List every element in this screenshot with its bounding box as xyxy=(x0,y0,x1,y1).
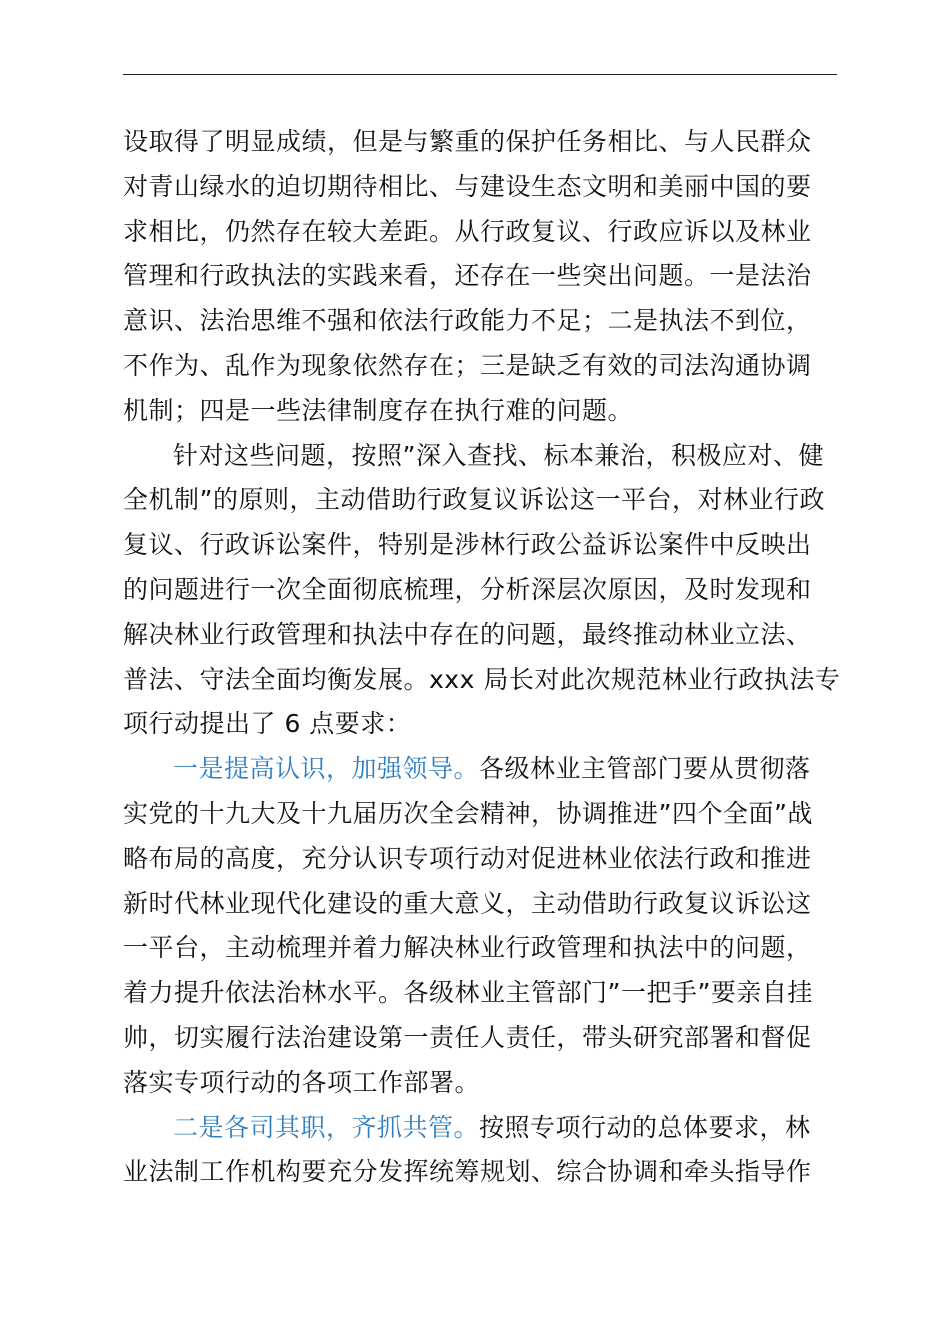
text-line xyxy=(123,1106,837,1151)
text-line xyxy=(123,747,837,792)
text-line: 解决林业行政管理和执法中存在的问题，最终推动林业立法、 xyxy=(123,619,812,649)
text-line: 项行动提出了 6 点要求： xyxy=(123,709,412,739)
text-line: 实党的十九大及十九届历次全会精神，协调推进”四个全面”战 xyxy=(123,798,813,828)
text-line: 落实专项行动的各项工作部署。 xyxy=(123,1067,481,1097)
paragraph-4 xyxy=(123,1106,837,1196)
text-line: 针对这些问题，按照”深入查找、标本兼治，积极应对、健 xyxy=(173,440,824,470)
section-heading: 二是各司其职，齐抓共管。 xyxy=(173,1112,480,1142)
paragraph-2 xyxy=(123,434,841,748)
section-heading: 一是提高认识，加强领导。 xyxy=(173,754,480,784)
text-line: 管理和行政执法的实践来看，还存在一些突出问题。一是法治 xyxy=(123,261,812,291)
text-line: 普法、守法全面均衡发展。xxx 局长对此次规范林业行政执法专 xyxy=(123,664,841,694)
text-line: 帅，切实履行法治建设第一责任人责任，带头研究部署和督促 xyxy=(123,1022,812,1052)
text-line: 复议、行政诉讼案件，特别是涉林行政公益诉讼案件中反映出 xyxy=(123,530,812,560)
text-line: 设取得了明显成绩，但是与繁重的保护任务相比、与人民群众 xyxy=(123,127,812,156)
text-fragment: 各级林业主管部门要从贯彻落 xyxy=(479,754,811,784)
text-line: 略布局的高度，充分认识专项行动对促进林业依法行政和推进 xyxy=(123,843,812,873)
text-fragment: 按照专项行动的总体要求，林 xyxy=(479,1112,811,1142)
text-line: 新时代林业现代化建设的重大意义，主动借助行政复议诉讼这 xyxy=(123,888,812,918)
text-line: 业法制工作机构要充分发挥统筹规划、综合协调和牵头指导作 xyxy=(123,1157,812,1187)
text-line: 机制；四是一些法律制度存在执行难的问题。 xyxy=(123,395,634,425)
header-rule xyxy=(123,74,837,75)
paragraph-1 xyxy=(123,120,837,434)
document-body xyxy=(123,120,841,1195)
text-line: 意识、法治思维不强和依法行政能力不足；二是执法不到位， xyxy=(123,306,812,336)
paragraph-3 xyxy=(123,747,837,1105)
text-line: 一平台，主动梳理并着力解决林业行政管理和执法中的问题， xyxy=(123,933,812,963)
text-line: 对青山绿水的迫切期待相比、与建设生态文明和美丽中国的要 xyxy=(123,171,812,201)
text-line: 全机制”的原则，主动借助行政复议诉讼这一平台，对林业行政 xyxy=(123,485,825,515)
text-line: 求相比，仍然存在较大差距。从行政复议、行政应诉以及林业 xyxy=(123,216,812,246)
text-line: 着力提升依法治林水平。各级林业主管部门”一把手”要亲自挂 xyxy=(123,978,813,1008)
text-line: 不作为、乱作为现象依然存在；三是缺乏有效的司法沟通协调 xyxy=(123,350,812,380)
text-line: 的问题进行一次全面彻底梳理，分析深层次原因，及时发现和 xyxy=(123,574,812,604)
